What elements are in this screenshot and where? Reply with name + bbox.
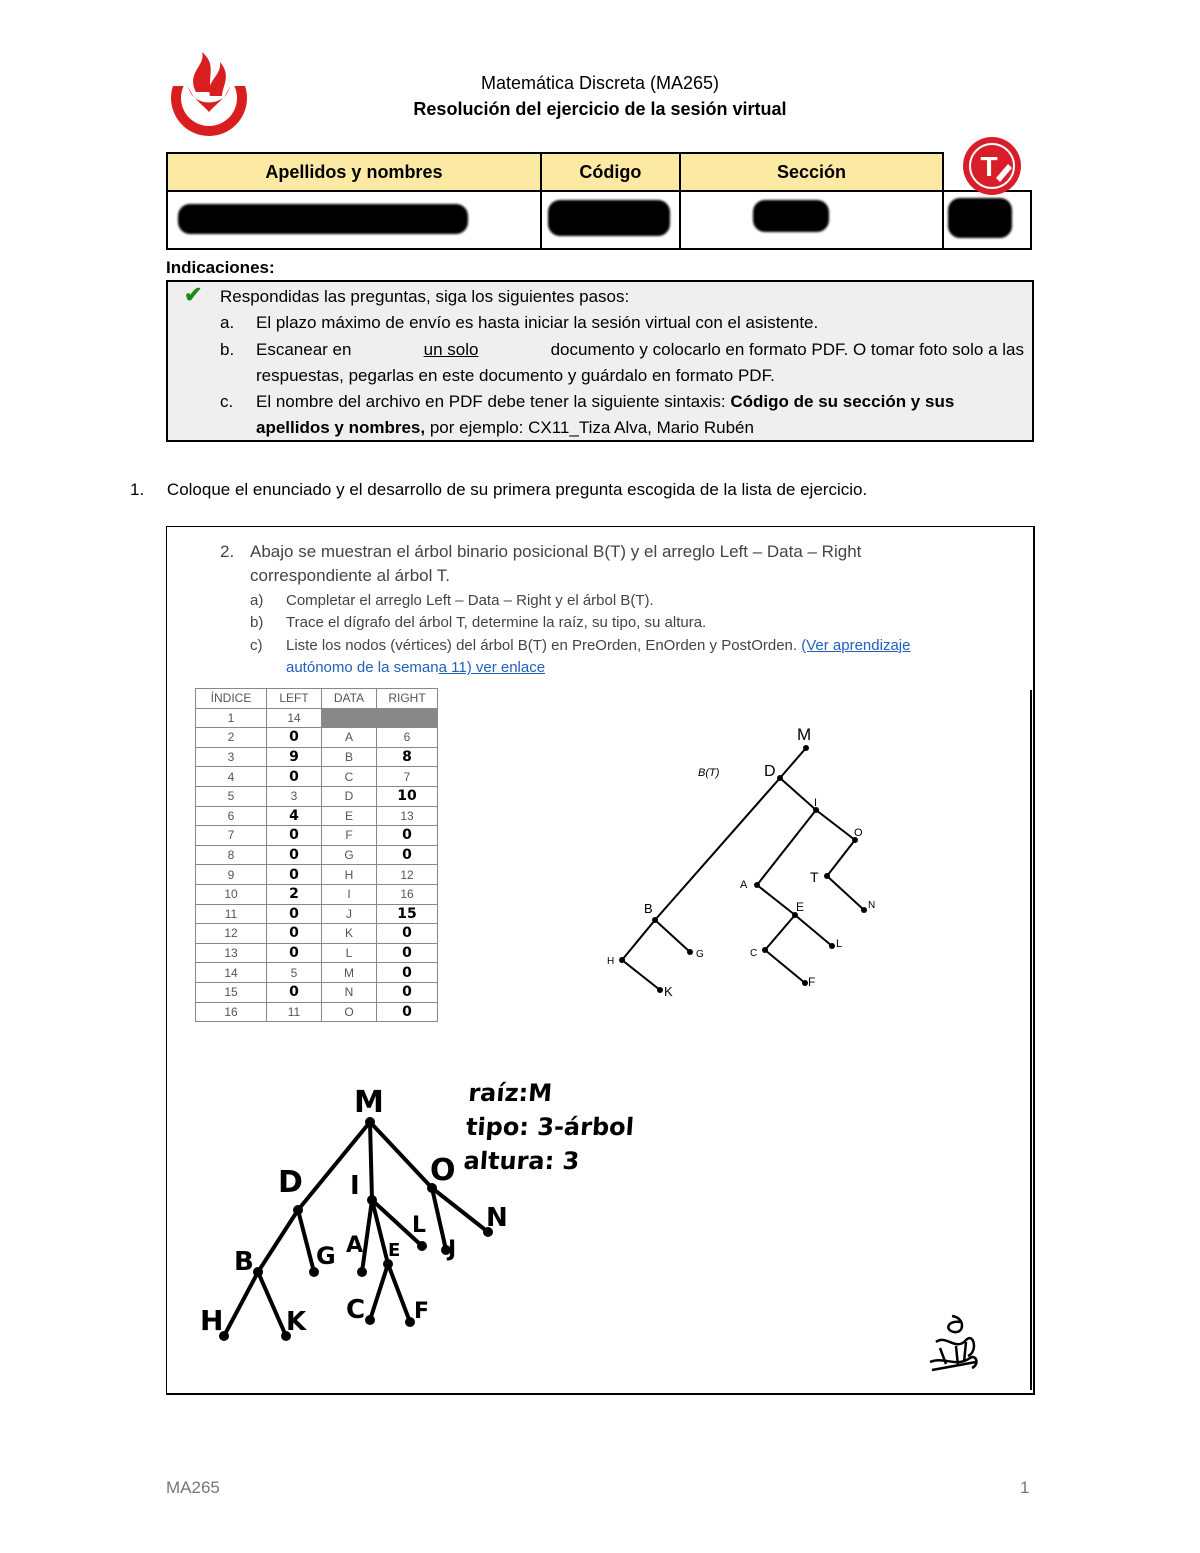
table-row xyxy=(196,982,438,1002)
hw-node-o: O xyxy=(430,1153,456,1188)
table-row xyxy=(196,806,438,826)
cell-data: B xyxy=(322,747,377,767)
bt-node-g: G xyxy=(696,949,704,960)
hw-node-f: F xyxy=(414,1299,430,1324)
bt-node-i: I xyxy=(814,797,818,809)
item-b-line2: respuestas, pegarlas en este documento y guárdalo en formato PDF. xyxy=(256,366,775,385)
bt-node-f: F xyxy=(808,975,816,989)
table-row xyxy=(196,826,438,846)
bt-node-l: L xyxy=(836,938,843,950)
table-row xyxy=(196,786,438,806)
cell-data xyxy=(322,708,377,728)
cell-index: 12 xyxy=(196,924,267,944)
cell-data: I xyxy=(322,884,377,904)
table-row xyxy=(196,865,438,885)
col-indice: ÍNDICE xyxy=(196,689,267,709)
cell-right: 0 xyxy=(377,826,438,846)
item-b-marker: b. xyxy=(220,340,235,359)
hw-node-j: J xyxy=(448,1237,457,1262)
cell-right: 8 xyxy=(377,747,438,767)
table-row xyxy=(196,943,438,963)
signature xyxy=(926,1312,986,1376)
section-redacted xyxy=(680,191,943,249)
exercise-line1: Abajo se muestran el árbol binario posicional B(T) y el arreglo Left – Data – Right xyxy=(250,542,862,561)
cell-left: 3 xyxy=(267,786,322,806)
bt-node-o: O xyxy=(854,827,863,839)
link-line2[interactable]: autónomo de la semana 11) ver enlace xyxy=(286,659,546,676)
cell-index: 8 xyxy=(196,845,267,865)
cell-data: A xyxy=(322,728,377,748)
cell-index: 3 xyxy=(196,747,267,767)
code-redacted xyxy=(541,191,680,249)
cell-data: O xyxy=(322,1002,377,1022)
hw-node-a: A xyxy=(346,1233,364,1258)
question-text: Coloque el enunciado y el desarrollo de su primera pregunta escogida de la lista de ejercicio. xyxy=(166,480,868,499)
cell-right: 7 xyxy=(377,767,438,787)
cell-right: 10 xyxy=(377,786,438,806)
cell-left: 0 xyxy=(267,924,322,944)
cell-data: N xyxy=(322,982,377,1002)
cell-data: G xyxy=(322,845,377,865)
col-data: DATA xyxy=(322,689,377,709)
part-c-text: Liste los nodos (vértices) del árbol B(T) en PreOrden, EnOrden y PostOrden. (Ver aprendizaje xyxy=(286,637,911,654)
bt-node-e: E xyxy=(796,900,805,914)
hw-node-l: L xyxy=(412,1213,427,1238)
cell-left: 11 xyxy=(267,1002,322,1022)
footer-course-code: MA265 xyxy=(166,1478,220,1497)
part-a-text: Completar el arreglo Left – Data – Right y el árbol B(T). xyxy=(286,592,654,609)
col-right: RIGHT xyxy=(377,689,438,709)
item-a-marker: a. xyxy=(220,313,235,332)
checkmark-icon: ✔ xyxy=(184,282,203,307)
hw-node-c: C xyxy=(346,1295,366,1325)
cell-index: 16 xyxy=(196,1002,267,1022)
table-row xyxy=(196,963,438,983)
cell-left: 14 xyxy=(267,708,322,728)
cell-index: 13 xyxy=(196,943,267,963)
part-c-marker: c) xyxy=(250,637,263,654)
document-subtitle: Resolución del ejercicio de la sesión virtual xyxy=(413,99,787,119)
pen-badge-icon xyxy=(962,136,1022,196)
table-row xyxy=(196,708,438,728)
code-column-header: Código xyxy=(541,153,680,191)
cell-data: C xyxy=(322,767,377,787)
hw-node-h: H xyxy=(200,1304,224,1337)
instructions-intro: Respondidas las preguntas, siga los siguientes pasos: xyxy=(220,287,630,306)
exercise-line2: correspondiente al árbol T. xyxy=(250,566,451,585)
cell-right: 0 xyxy=(377,1002,438,1022)
cell-right: 16 xyxy=(377,884,438,904)
hw-node-i: I xyxy=(350,1171,360,1201)
name-column-header: Apellidos y nombres xyxy=(167,153,541,191)
cell-right: 0 xyxy=(377,924,438,944)
cell-right: 15 xyxy=(377,904,438,924)
cell-data: F xyxy=(322,826,377,846)
cell-data: K xyxy=(322,924,377,944)
hw-node-b: B xyxy=(234,1247,254,1277)
bt-node-d: D xyxy=(764,763,776,780)
table-row xyxy=(196,845,438,865)
table-row xyxy=(196,767,438,787)
hw-node-m: M xyxy=(354,1085,384,1120)
cell-data: E xyxy=(322,806,377,826)
part-a-marker: a) xyxy=(250,592,264,609)
cell-index: 11 xyxy=(196,904,267,924)
part-b-marker: b) xyxy=(250,614,264,631)
hw-node-k: K xyxy=(286,1307,307,1337)
cell-right: 6 xyxy=(377,728,438,748)
cell-index: 1 xyxy=(196,708,267,728)
badge-letter: T xyxy=(980,151,998,182)
cell-data: M xyxy=(322,963,377,983)
cell-right: 12 xyxy=(377,865,438,885)
bt-node-c: C xyxy=(750,948,758,959)
left-data-right-table xyxy=(195,688,438,1022)
bt-node-t: T xyxy=(810,869,819,885)
cell-left: 0 xyxy=(267,728,322,748)
question-number: 1. xyxy=(130,480,145,499)
part-b-text: Trace el dígrafo del árbol T, determine la raíz, su tipo, su altura. xyxy=(286,614,707,631)
cell-index: 14 xyxy=(196,963,267,983)
cell-right: 0 xyxy=(377,963,438,983)
cell-right: 0 xyxy=(377,943,438,963)
cell-left: 5 xyxy=(267,963,322,983)
cell-data: H xyxy=(322,865,377,885)
item-c-marker: c. xyxy=(220,392,234,411)
table-row xyxy=(196,728,438,748)
cell-left: 0 xyxy=(267,865,322,885)
cell-index: 5 xyxy=(196,786,267,806)
binary-tree-diagram xyxy=(600,715,890,1005)
bt-node-h: H xyxy=(607,956,615,967)
cell-index: 15 xyxy=(196,982,267,1002)
cell-data: D xyxy=(322,786,377,806)
hw-tipo: tipo: 3-árbol xyxy=(465,1113,635,1141)
cell-left: 9 xyxy=(267,747,322,767)
cell-left: 0 xyxy=(267,845,322,865)
instructions-label: Indicaciones: xyxy=(166,258,275,277)
cell-index: 7 xyxy=(196,826,267,846)
cell-left: 2 xyxy=(267,884,322,904)
section-column-header: Sección xyxy=(680,153,943,191)
hw-node-n: N xyxy=(486,1203,508,1233)
hw-raiz: raíz:M xyxy=(467,1079,554,1107)
item-b-line1: Escanear en un solo documento y colocarlo en formato PDF. O tomar foto solo a las xyxy=(256,337,1024,363)
cell-left: 0 xyxy=(267,943,322,963)
cell-left: 0 xyxy=(267,767,322,787)
divider xyxy=(1030,690,1032,1390)
hw-node-g: G xyxy=(316,1242,336,1270)
question-1 xyxy=(130,480,867,500)
cell-left: 0 xyxy=(267,982,322,1002)
cell-right: 13 xyxy=(377,806,438,826)
handwritten-answers xyxy=(462,1076,637,1178)
underlined-text: un solo xyxy=(423,340,479,359)
hw-node-e: E xyxy=(388,1240,401,1261)
cell-right: 0 xyxy=(377,845,438,865)
item-c-line1: El nombre del archivo en PDF debe tener la siguiente sintaxis: Código de su sección y sus xyxy=(256,392,955,411)
student-info-table xyxy=(166,152,1032,250)
link-aprendizaje[interactable]: (Ver aprendizaje xyxy=(801,637,911,654)
name-redacted xyxy=(167,191,541,249)
bt-label: B(T) xyxy=(698,767,720,779)
table-row xyxy=(196,904,438,924)
cell-right xyxy=(377,708,438,728)
footer-page-number: 1 xyxy=(1020,1478,1030,1497)
document-title: Matemática Discreta (MA265) xyxy=(480,73,720,93)
bt-node-n: N xyxy=(868,900,876,911)
bt-node-b: B xyxy=(644,901,653,916)
cell-data: L xyxy=(322,943,377,963)
table-row xyxy=(196,747,438,767)
cell-data: J xyxy=(322,904,377,924)
cell-index: 10 xyxy=(196,884,267,904)
table-row xyxy=(196,924,438,944)
cell-index: 4 xyxy=(196,767,267,787)
exercise-number: 2. xyxy=(220,542,235,561)
table-row xyxy=(196,884,438,904)
hw-altura: altura: 3 xyxy=(462,1147,581,1175)
university-logo xyxy=(166,52,252,138)
cell-left: 0 xyxy=(267,826,322,846)
table-row xyxy=(196,1002,438,1022)
cell-index: 9 xyxy=(196,865,267,885)
item-c-line2: apellidos y nombres, por ejemplo: CX11_Tiza Alva, Mario Rubén xyxy=(256,418,754,437)
cell-index: 6 xyxy=(196,806,267,826)
instructions-box xyxy=(166,280,1034,442)
col-left: LEFT xyxy=(267,689,322,709)
cell-left: 0 xyxy=(267,904,322,924)
cell-left: 4 xyxy=(267,806,322,826)
bt-node-a: A xyxy=(740,879,748,891)
cell-index: 2 xyxy=(196,728,267,748)
bt-node-m: M xyxy=(797,725,812,744)
extra-redacted xyxy=(943,191,1031,249)
bt-node-k: K xyxy=(664,984,673,999)
cell-right: 0 xyxy=(377,982,438,1002)
hw-node-d: D xyxy=(278,1165,303,1200)
item-a-text: El plazo máximo de envío es hasta iniciar la sesión virtual con el asistente. xyxy=(256,313,819,332)
